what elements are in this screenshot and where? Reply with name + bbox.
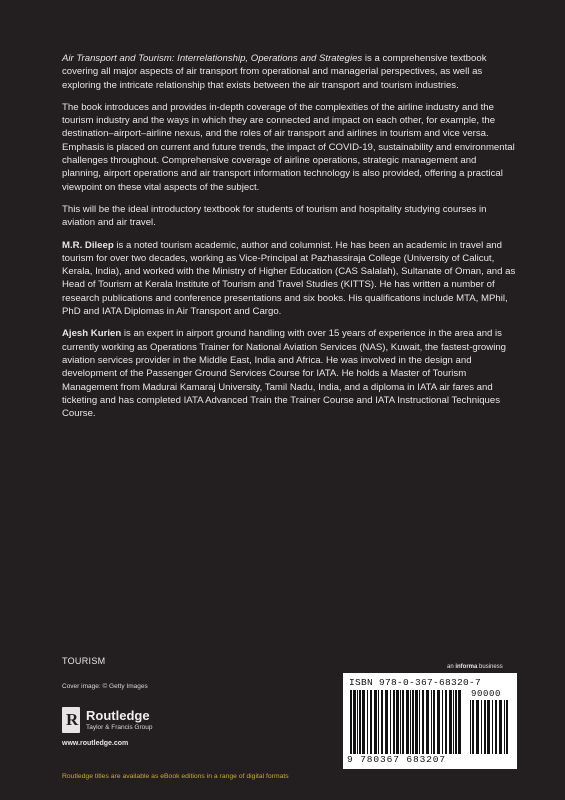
addon-barcode-bars — [469, 700, 511, 754]
barcode-bar — [481, 700, 482, 754]
author-bio-1 — [62, 239, 517, 319]
barcode-bar — [495, 700, 497, 754]
barcode-bar — [472, 700, 474, 754]
routledge-logo-icon: R — [62, 707, 80, 733]
barcode-bar — [470, 700, 471, 754]
ean-barcode-bars — [349, 690, 465, 754]
barcode-bar — [492, 700, 493, 754]
barcode-bar — [455, 690, 457, 754]
barcode-bar — [449, 690, 452, 754]
barcode-bar — [437, 690, 440, 754]
barcode-bar — [442, 690, 443, 754]
barcode-bar — [504, 700, 505, 754]
publisher-logo-text — [86, 709, 152, 732]
barcode-bar — [393, 690, 395, 754]
barcode-bar — [390, 690, 391, 754]
barcode-bar — [484, 700, 486, 754]
barcode-bar — [412, 690, 414, 754]
publisher-group: Taylor & Francis Group — [86, 723, 153, 731]
informa-tagline: an informa business — [447, 664, 503, 670]
barcode-bar — [350, 690, 352, 754]
barcode-bar — [353, 690, 356, 754]
description-paragraph-3: This will be the ideal introductory textbook for students of tourism and hospitality studying courses in aviation and air travel. — [62, 203, 487, 229]
barcode-bar — [359, 690, 361, 754]
informa-brand: informa — [455, 664, 478, 670]
publisher-url[interactable]: www.routledge.com — [62, 740, 129, 747]
barcode-bar — [396, 690, 399, 754]
barcode-bar — [357, 690, 358, 754]
publisher-logo — [62, 707, 152, 733]
author-bio-2 — [62, 327, 517, 420]
description-paragraph-2: The book introduces and provides in-depth coverage of the complexities of the airline industry and the tourism industry and the ways in which they are connected and impact on each other, for example, the destination–airport–airline nexus, and the roles of air transport and airlines in tourism and vice versa. Emphasis is placed on current and future trends, the impact of COVID-19, sustainability and environmental challenges throughout. Comprehensive coverage of airline operations, strategic management and planning, airport operations and air transport information technology is also provided, offering a practical viewpoint on these vital aspects of the subject. — [62, 101, 515, 193]
author-bio-2-text: is an expert in airport ground handling with over 15 years of experience in the area and is currently working as Operations Trainer for National Aviation Services (NAS), Kuwait, the fastest-growing aviation services provider in the Middle East, India and Africa. He was involved in the design and development of the Passenger Ground Services Course for IATA. He holds a Master of Tourism Management from Madurai Kamaraj University, Tamil Nadu, India, and a diploma in IATA air fares and ticketing and has completed IATA Advanced Train the Trainer Course and IATA Instructional Techniques Course. — [62, 328, 506, 420]
publisher-name: Routledge — [86, 707, 150, 723]
barcode-bar — [431, 690, 432, 754]
barcode-addon-number: 90000 — [471, 689, 502, 699]
barcode-bar — [433, 690, 435, 754]
barcode-bar — [415, 690, 418, 754]
back-cover-text — [62, 52, 517, 429]
author-name-1: M.R. Dileep — [62, 239, 114, 251]
ean-number: 9 780367 683207 — [347, 754, 447, 765]
barcode-bar — [453, 690, 454, 754]
barcode-bar — [400, 690, 401, 754]
barcode-bar — [426, 690, 429, 754]
barcode-bar — [410, 690, 411, 754]
barcode-bar — [422, 690, 424, 754]
barcode-bar — [402, 690, 404, 754]
author-bio-1-text: is a noted tourism academic, author and columnist. He has been an academic in travel and tourism for over two decades, working as Vice-Principal at Pazhassiraja College (University of Calicut, Kerala, India), and worked with the Ministry of Higher Education (CAS Salalah), Sultanate of Oman, and as Head of Tourism at Kerala Institute of Tourism and Travel Studies (KITTS). He has written a number of research publications and conference presentations and six books. His qualifications include MTA, MPhil, PhD and IATA Diplomas in Air Transport and Cargo. — [62, 239, 516, 318]
barcode-bar — [476, 700, 479, 754]
barcode-bar — [458, 690, 461, 754]
barcode-bar — [506, 700, 508, 754]
book-title: Air Transport and Tourism: Interrelationship, Operations and Strategies — [62, 53, 363, 64]
barcode-bar — [362, 690, 365, 754]
barcode-bar — [499, 700, 502, 754]
barcode-bar — [370, 690, 372, 754]
cover-credit: Cover image: © Getty Images — [62, 683, 148, 690]
category-label: TOURISM — [62, 656, 106, 666]
barcode-bar — [378, 690, 379, 754]
barcode-bar — [385, 690, 388, 754]
barcode-bar — [487, 700, 490, 754]
barcode-bar — [367, 690, 368, 754]
ebook-note: Routledge titles are available as eBook editions in a range of digital formats — [62, 773, 289, 780]
barcode-bar — [419, 690, 420, 754]
description-1-text: is a comprehensive textbook covering all major aspects of air transport from operational and managerial perspectives, as well as exploring the intricate relationship that exists between the air transport and tourism industries. — [62, 53, 487, 91]
barcode-bar — [374, 690, 377, 754]
barcode-bar — [381, 690, 383, 754]
isbn-barcode — [343, 673, 517, 769]
barcode-bar — [406, 690, 409, 754]
description-paragraph-1 — [62, 52, 517, 92]
isbn-text: ISBN 978-0-367-68320-7 — [349, 677, 482, 688]
barcode-bar — [445, 690, 447, 754]
author-name-2: Ajesh Kurien — [62, 328, 122, 340]
